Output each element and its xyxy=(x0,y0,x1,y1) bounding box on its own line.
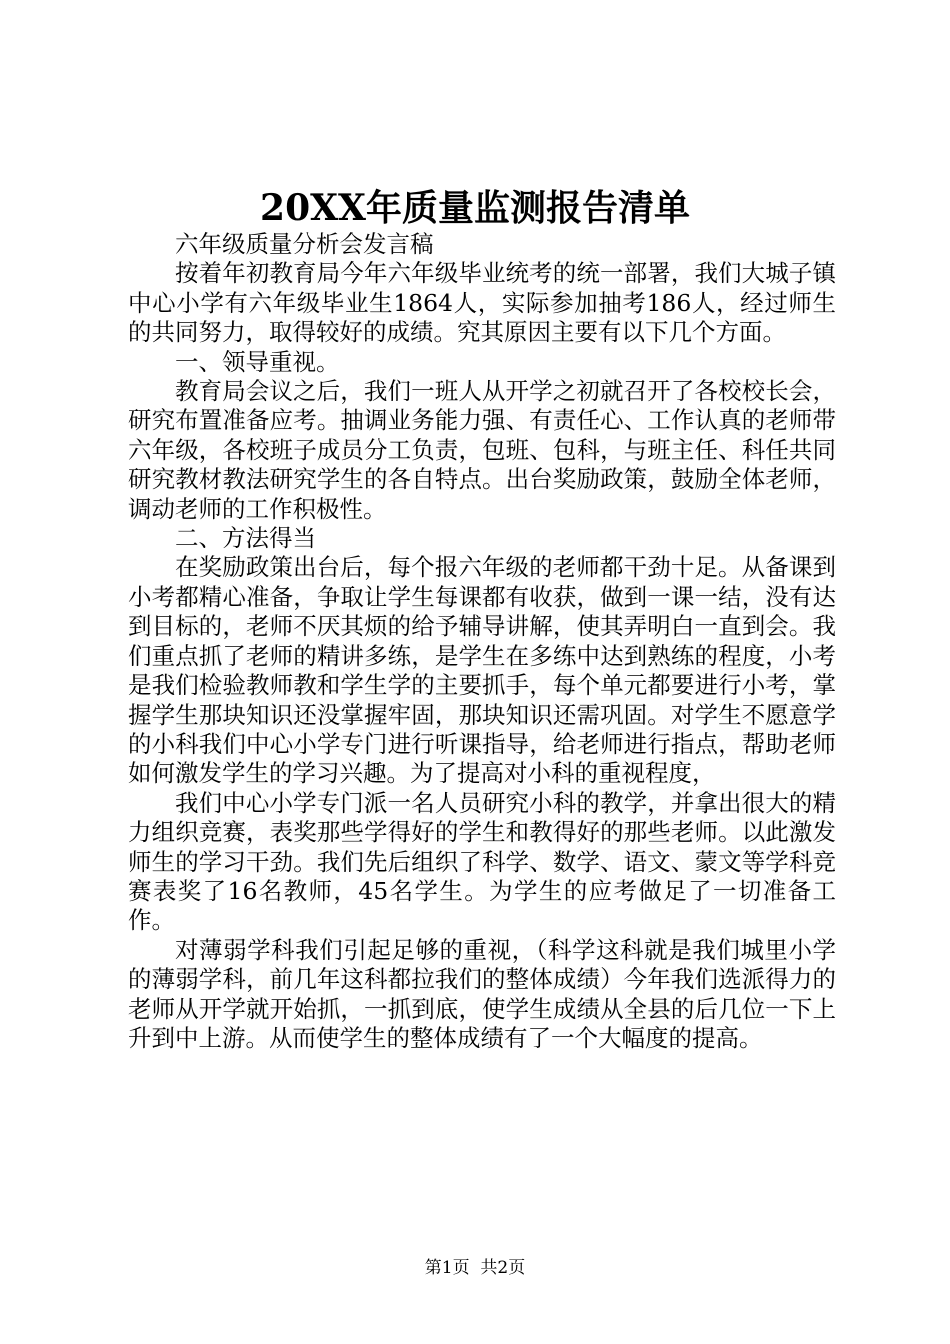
document-title: 20XX年质量监测报告清单 xyxy=(260,187,690,229)
document-body xyxy=(128,230,836,1053)
paragraph-weak-subjects: 对薄弱学科我们引起足够的重视，（科学这科就是我们城里小学的薄弱学科，前几年这科都拉我们的整体成绩）今年我们选派得力的老师从开学就开始抓，一抓到底，使学生成绩从全县的后几位一下上升到中上游。从而使学生的整体成绩有了一个大幅度的提高。 xyxy=(128,935,836,1052)
paragraph-speech-title: 六年级质量分析会发言稿 xyxy=(175,230,434,258)
page-footer xyxy=(0,1256,950,1280)
paragraph-methods: 在奖励政策出台后，每个报六年级的老师都干劲十足。从备课到小考都精心准备，争取让学生每课都有收获，做到一课一结，没有达到目标的，老师不厌其烦的给予辅导讲解，使其弄明白一直到会。我们重点抓了老师的精讲多练，是学生在多练中达到熟练的程度，小考是我们检验教师教和学生学的主要抓手，每个单元都要进行小考，掌握学生那块知识还没掌握牢固，那块知识还需巩固。对学生不愿意学的小科我们中心小学专门进行听课指导，给老师进行指点，帮助老师如何激发学生的学习兴趣。为了提高对小科的重视程度， xyxy=(128,553,836,788)
paragraph-intro: 按着年初教育局今年六年级毕业统考的统一部署，我们大城子镇中心小学有六年级毕业生1864人，实际参加抽考186人，经过师生的共同努力，取得较好的成绩。究其原因主要有以下几个方面。 xyxy=(128,259,836,347)
section-heading-leadership: 一、领导重视。 xyxy=(175,347,340,376)
paragraph-competitions: 我们中心小学专门派一名人员研究小科的教学，并拿出很大的精力组织竞赛，表奖那些学得好的学生和教得好的那些老师。以此激发师生的学习干劲。我们先后组织了科学、数学、语文、蒙文等学科竞赛表奖了16名教师，45名学生。为学生的应考做足了一切准备工作。 xyxy=(128,788,836,935)
page-number: 第1页 xyxy=(424,1258,470,1278)
section-heading-methods: 二、方法得当 xyxy=(175,524,316,553)
page-total: 共2页 xyxy=(480,1258,526,1278)
paragraph-leadership: 教育局会议之后，我们一班人从开学之初就召开了各校校长会，研究布置准备应考。抽调业务能力强、有责任心、工作认真的老师带六年级，各校班子成员分工负责，包班、包科，与班主任、科任共同研究教材教法研究学生的各自特点。出台奖励政策，鼓励全体老师，调动老师的工作积极性。 xyxy=(128,377,836,523)
